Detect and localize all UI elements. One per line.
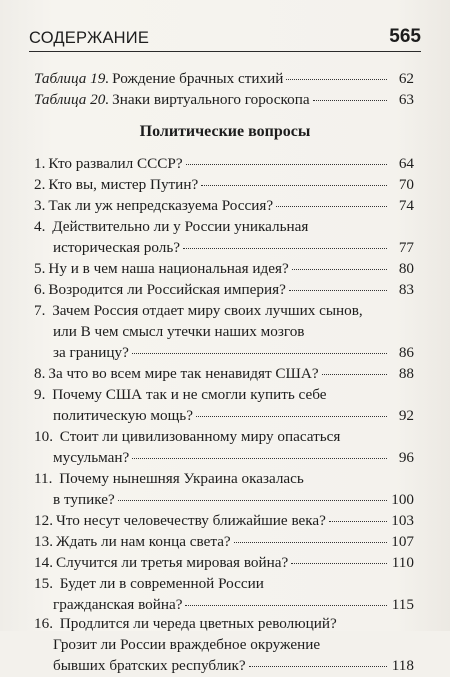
toc-item-13 [34, 531, 414, 553]
toc-item-4-line-2 [53, 237, 414, 259]
page-reference: 64 [398, 155, 414, 172]
section-title: Политические вопросы [139, 123, 311, 140]
dot-leader [286, 79, 387, 80]
toc-item-1 [34, 153, 414, 175]
toc-item-16-line-3 [53, 655, 414, 677]
item-number: 9. [34, 386, 46, 403]
dot-leader [289, 290, 387, 291]
item-title-continuation: в тупике? [53, 491, 115, 508]
table-entry-19 [34, 68, 414, 90]
page-reference: 115 [391, 596, 414, 613]
page-reference: 103 [391, 512, 414, 529]
item-title-continuation: бывших братских республик? [53, 657, 246, 674]
page-reference: 96 [398, 449, 414, 466]
item-title: Действительно ли у России уникальная [52, 218, 309, 235]
item-title-continuation: историческая роль? [53, 239, 181, 256]
item-number: 14. [34, 554, 53, 571]
dot-leader [234, 542, 387, 543]
dot-leader [249, 666, 387, 667]
page-header [29, 27, 421, 52]
item-title-continuation: политическую мощь? [53, 407, 193, 424]
item-number: 8. [34, 365, 46, 382]
item-number: 6. [34, 281, 46, 298]
item-title: Зачем Россия отдает миру своих лучших сынов, [52, 302, 363, 319]
page-reference: 92 [398, 407, 414, 424]
table-entry-20 [34, 89, 414, 111]
dot-leader [196, 416, 387, 417]
dot-leader [292, 269, 387, 270]
item-title: Случится ли третья мировая война? [55, 554, 289, 571]
item-title: Стоит ли цивилизованному миру опасаться [59, 428, 341, 445]
item-title: Будет ли в современной России [59, 575, 264, 592]
dot-leader [322, 374, 387, 375]
page-reference: 88 [398, 365, 414, 382]
dot-leader [186, 164, 387, 165]
page-reference: 63 [398, 91, 414, 108]
item-number: 1. [34, 155, 46, 172]
page-reference: 118 [391, 657, 414, 674]
item-title: Так ли уж непредсказуема Россия? [48, 197, 274, 214]
item-number: 2. [34, 176, 46, 193]
toc-item-7-line-1 [34, 300, 414, 322]
page-reference: 77 [398, 239, 414, 256]
item-title-continuation: Грозит ли России враждебное окружение [53, 636, 321, 653]
toc-item-10-line-2 [53, 447, 414, 469]
dot-leader [201, 185, 387, 186]
toc-item-10-line-1 [34, 426, 414, 448]
dot-leader [185, 605, 387, 606]
toc-item-11-line-1 [34, 468, 414, 490]
item-title: Продлится ли череда цветных революций? [59, 615, 337, 632]
item-title: Что несут человечеству ближайшие века? [55, 512, 326, 529]
item-title-continuation: мусульман? [53, 449, 130, 466]
page-reference: 70 [398, 176, 414, 193]
item-number: 15. [34, 575, 53, 592]
item-number: 4. [34, 218, 46, 235]
toc-item-3 [34, 195, 414, 217]
toc-item-16-line-2 [53, 634, 414, 656]
dot-leader [329, 521, 387, 522]
table-title: Знаки виртуального гороскопа [112, 91, 310, 108]
dot-leader [118, 500, 387, 501]
dot-leader [313, 100, 387, 101]
item-title: Ждать ли нам конца света? [55, 533, 231, 550]
page-reference: 74 [398, 197, 414, 214]
item-title: Кто развалил СССР? [48, 155, 183, 172]
toc-item-15-line-1 [34, 573, 414, 595]
dot-leader [132, 353, 387, 354]
toc-item-8 [34, 363, 414, 385]
page-reference: 83 [398, 281, 414, 298]
table-title: Рождение брачных стихий [112, 70, 284, 87]
page-reference: 107 [391, 533, 414, 550]
toc-item-7-line-2 [53, 321, 414, 343]
item-number: 10. [34, 428, 53, 445]
dot-leader [183, 248, 387, 249]
item-number: 11. [34, 470, 53, 487]
dot-leader [291, 563, 387, 564]
toc-item-12 [34, 510, 414, 532]
item-title: Ну и в чем наша национальная идея? [48, 260, 289, 277]
toc-item-16-line-1 [34, 613, 414, 635]
item-number: 5. [34, 260, 46, 277]
item-number: 13. [34, 533, 53, 550]
toc-item-2 [34, 174, 414, 196]
toc-item-5 [34, 258, 414, 280]
page-reference: 110 [391, 554, 414, 571]
page-reference: 100 [391, 491, 414, 508]
page-number: 565 [389, 26, 421, 47]
toc-item-14 [34, 552, 414, 574]
item-title: Почему США так и не смогли купить себе [52, 386, 327, 403]
page-reference: 80 [398, 260, 414, 277]
toc-item-7-line-3 [53, 342, 414, 364]
item-title-continuation: или В чем смысл утечки наших мозгов [53, 323, 305, 340]
item-title: Почему нынешняя Украина оказалась [59, 470, 304, 487]
page-reference: 62 [398, 70, 414, 87]
item-title: Кто вы, мистер Путин? [48, 176, 199, 193]
toc-item-9-line-2 [53, 405, 414, 427]
header-title: СОДЕРЖАНИЕ [29, 29, 150, 47]
toc-item-9-line-1 [34, 384, 414, 406]
toc-item-11-line-2 [53, 489, 414, 511]
item-number: 3. [34, 197, 46, 214]
item-title: За что во всем мире так ненавидят США? [48, 365, 319, 382]
item-title-continuation: за границу? [53, 344, 129, 361]
item-number: 12. [34, 512, 53, 529]
item-title: Возродится ли Российская империя? [48, 281, 286, 298]
toc-item-6 [34, 279, 414, 301]
dot-leader [276, 206, 387, 207]
page-reference: 86 [398, 344, 414, 361]
item-number: 7. [34, 302, 46, 319]
table-label: Таблица 19. [34, 70, 110, 87]
item-number: 16. [34, 615, 53, 632]
dot-leader [132, 458, 387, 459]
item-title-continuation: гражданская война? [53, 596, 183, 613]
table-label: Таблица 20. [34, 91, 110, 108]
toc-item-4-line-1 [34, 216, 414, 238]
